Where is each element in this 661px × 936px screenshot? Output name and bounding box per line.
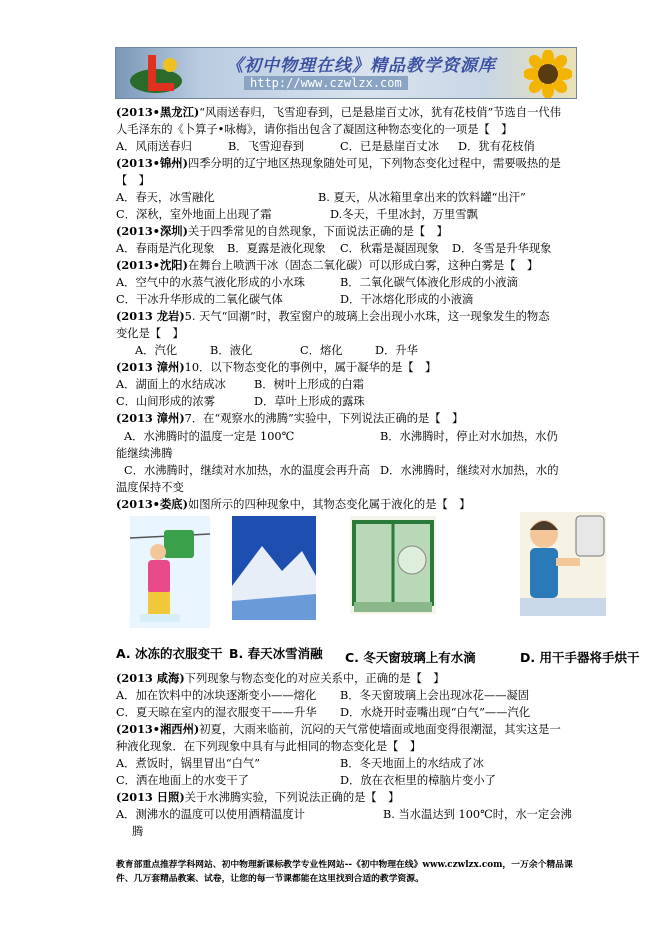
q2-option-d: D.冬天，千里冰封，万里雪飘 (330, 208, 478, 221)
question-6-line-1: (2013 漳州)10．以下物态变化的事例中，属于凝华的是【 】 (116, 360, 437, 374)
window-water-drops-illustration (350, 516, 436, 614)
figure-caption-b: B. 春天冰雪消融 (229, 646, 323, 661)
q10-option-a: A．煮饭时，锅里冒出“白气” (116, 757, 260, 770)
q4-option-d: D．干冰熔化形成的小液滴 (340, 293, 474, 306)
q7-option-b-cont: 能继续沸腾 (116, 447, 173, 460)
q3-option-c: C．秋霜是凝固现象 (340, 242, 440, 255)
q9-option-c: C．夏天晾在室内的湿衣服变干——升华 (116, 706, 317, 719)
figure-caption-a: A. 冰冻的衣服变干 (116, 646, 223, 661)
q1-option-c: C．已是悬崖百丈冰 (340, 140, 440, 153)
question-10-line-2: 种液化现象．在下列现象中具有与此相同的物态变化是【 】 (116, 740, 422, 753)
q10-option-b: B．冬天地面上的水结成了冰 (340, 757, 484, 770)
q3-option-a: A．春雨是汽化现象 (116, 242, 215, 255)
q7-option-b: B．水沸腾时，停止对水加热，水仍 (380, 430, 558, 443)
melting-snow-illustration (232, 516, 316, 620)
q10-option-d: D．放在衣柜里的樟脑片变小了 (340, 774, 496, 787)
q3-option-d: D．冬雪是升华现象 (452, 242, 552, 255)
q11-option-b-cont: 腾 (132, 825, 144, 838)
question-4-line-1: (2013•沈阳)在舞台上喷洒干冰（固态二氧化碳）可以形成白雾，这种白雾是【 】 (116, 258, 539, 272)
question-5-line-2: 变化是【 】 (116, 327, 184, 340)
question-9-line-1: (2013 咸海)下列现象与物态变化的对应关系中，正确的是【 】 (116, 671, 445, 685)
question-7-line-1: (2013 漳州)7．在“观察水的沸腾”实验中，下列说法正确的是【 】 (116, 411, 464, 425)
q10-option-c: C．洒在地面上的水变干了 (116, 774, 249, 787)
q5-option-c: C．熔化 (300, 344, 343, 357)
figure-caption-d: D. 用干手器将手烘干 (520, 650, 640, 665)
q6-option-a: A．湖面上的水结成冰 (116, 378, 226, 391)
sunflower-icon (524, 50, 572, 98)
question-2-line-1: (2013•锦州)四季分明的辽宁地区热现象随处可见，下列物态变化过程中，需要吸热的是 (116, 156, 561, 170)
site-url[interactable]: http://www.czwlzx.com (244, 76, 408, 90)
q7-option-d-cont: 温度保持不变 (116, 481, 184, 494)
q1-option-b: B．飞雪迎春到 (228, 140, 305, 153)
hand-dryer-illustration (520, 512, 606, 616)
site-title: 《初中物理在线》精品教学资源库 (226, 56, 496, 76)
q6-option-c: C．山间形成的浓雾 (116, 395, 216, 408)
q2-option-b: B. 夏天，从冰箱里拿出来的饮料罐“出汗” (318, 191, 526, 204)
q6-option-d: D．草叶上形成的露珠 (254, 395, 365, 408)
question-10-line-1: (2013•湘西州)初夏，大雨来临前，沉闷的天气常使墙面或地面变得很潮湿，其实这是一 (116, 722, 561, 736)
q4-option-b: B．二氧化碳气体液化形成的小液滴 (340, 276, 518, 289)
question-11-line-1: (2013 日照)关于水沸腾实验，下列说法正确的是【 】 (116, 790, 400, 804)
page-footer: 教育部重点推荐学科网站、初中物理新课标教学专业性网站--《初中物理在线》www.czwlzx.com，一万余个精品课件、几万套精品教案、试卷，让您的每一节课都能在这里找到合适的教学资源。 (116, 860, 573, 884)
q6-option-b: B．树叶上形成的白霜 (254, 378, 364, 391)
q5-option-b: B．液化 (210, 344, 253, 357)
q9-option-d: D．水烧开时壶嘴出现“白气”——汽化 (340, 706, 531, 719)
q9-option-b: B．冬天窗玻璃上会出现冰花——凝固 (340, 689, 530, 702)
logo-icon (126, 51, 190, 97)
question-8-line-1: (2013•娄底)如图所示的四种现象中，其物态变化属于液化的是【 】 (116, 497, 471, 511)
q4-option-c: C．干冰升华形成的二氧化碳气体 (116, 293, 283, 306)
q11-option-a: A．测沸水的温度可以使用酒精温度计 (116, 808, 305, 821)
q4-option-a: A．空气中的水蒸气液化形成的小水珠 (116, 276, 305, 289)
frozen-clothes-illustration (130, 516, 210, 628)
question-5-line-1: (2013 龙岩)5. 天气“回潮”时，教室窗户的玻璃上会出现小水珠，这一现象发生的物态 (116, 309, 550, 323)
q7-option-d: D．水沸腾时，继续对水加热，水的 (380, 464, 559, 477)
q5-option-a: A．汽化 (135, 344, 178, 357)
q2-option-a: A．春天，冰雪融化 (116, 191, 215, 204)
q2-option-c: C．深秋，室外地面上出现了霜 (116, 208, 272, 221)
q1-option-d: D．犹有花枝俏 (458, 140, 535, 153)
q5-option-d: D．升华 (375, 344, 418, 357)
q11-option-b: B. 当水温达到 100℃时，水一定会沸 (383, 808, 572, 821)
figure-caption-c: C. 冬天窗玻璃上有水滴 (345, 650, 476, 665)
question-1-line-2: 人毛泽东的《卜算子•咏梅》，请你指出包含了凝固这种物态变化的一项是【 】 (116, 123, 513, 136)
q9-option-a: A．加在饮料中的冰块逐渐变小——熔化 (116, 689, 317, 702)
question-3-line-1: (2013•深圳)关于四季常见的自然现象，下面说法正确的是【 】 (116, 224, 448, 238)
question-1-line-1: (2013•黑龙江)“风雨送春归，飞雪迎春到，已是悬崖百丈冰，犹有花枝俏”节选自一代伟 (116, 105, 562, 119)
q1-option-a: A．风雨送春归 (116, 140, 192, 153)
q7-option-a: A．水沸腾时的温度一定是 100℃ (124, 430, 295, 443)
q7-option-c: C．水沸腾时，继续对水加热，水的温度会再升高 (124, 464, 370, 477)
header-banner (115, 47, 577, 99)
q3-option-b: B．夏露是液化现象 (227, 242, 326, 255)
question-2-line-2: 【 】 (116, 174, 150, 187)
